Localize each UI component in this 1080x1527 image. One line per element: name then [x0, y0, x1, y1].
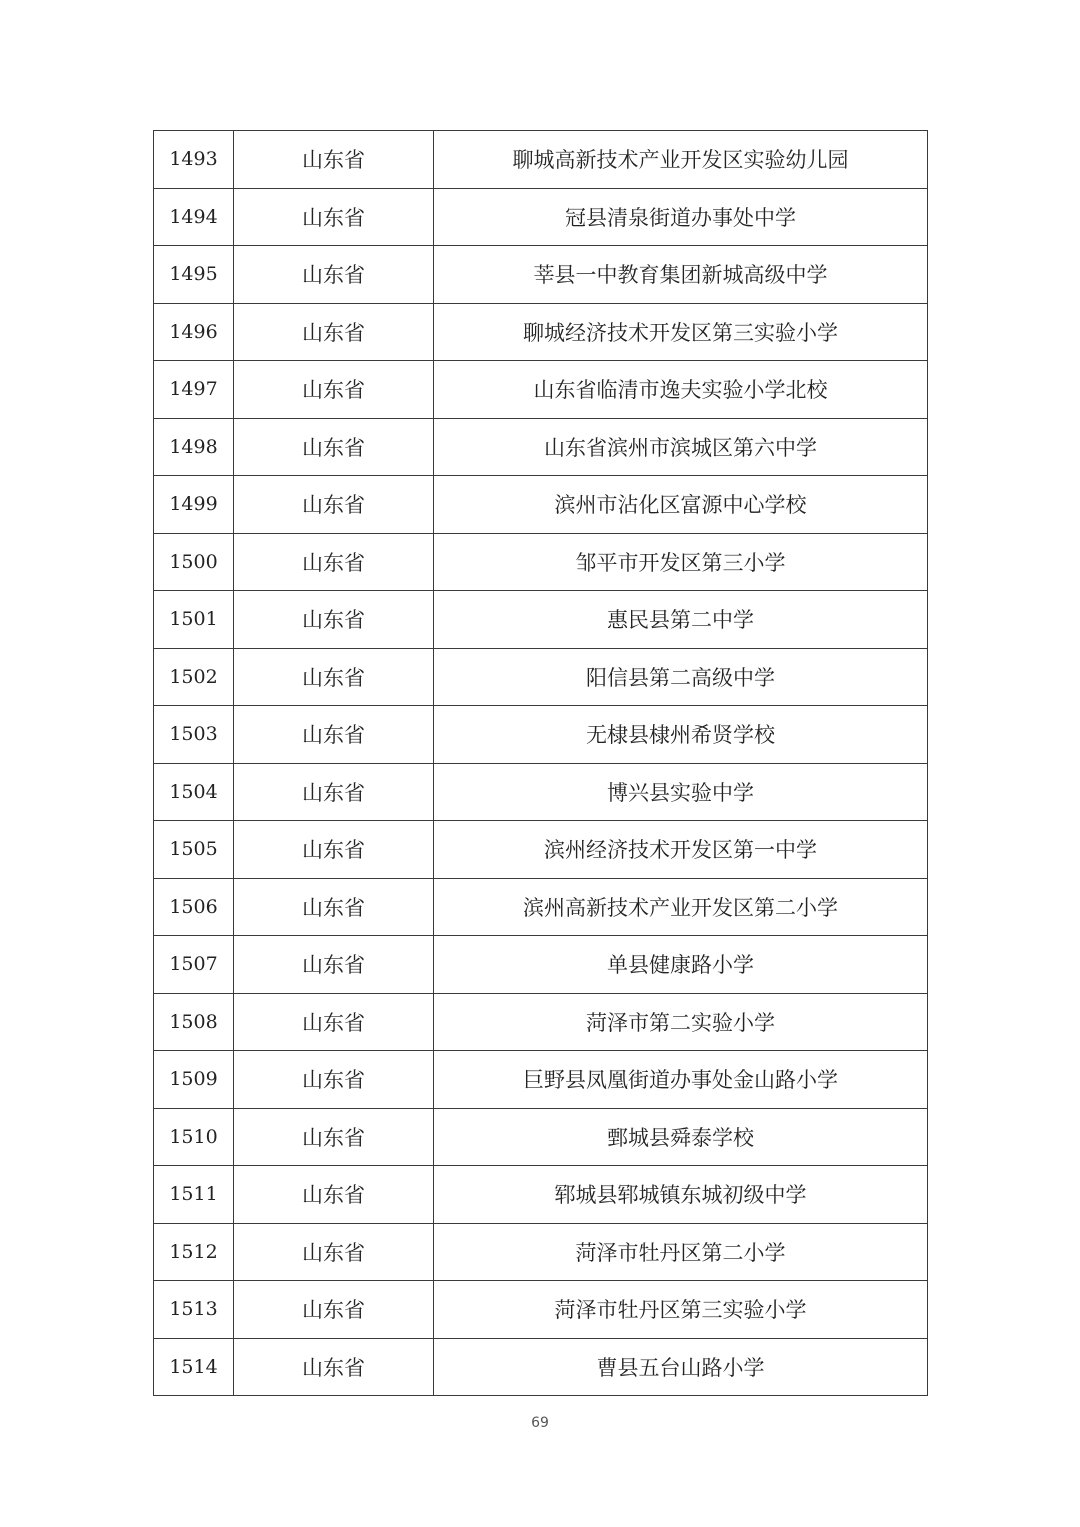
school-name-cell: 郓城县郓城镇东城初级中学: [434, 1166, 928, 1224]
page-number: 69: [531, 1415, 549, 1431]
table-row: [154, 1281, 928, 1339]
school-name-cell: 滨州经济技术开发区第一中学: [434, 821, 928, 879]
table-row: [154, 188, 928, 246]
table-row: [154, 476, 928, 534]
row-number: 1499: [154, 476, 234, 534]
province-cell: 山东省: [234, 131, 434, 189]
province-cell: 山东省: [234, 936, 434, 994]
row-number: 1502: [154, 648, 234, 706]
school-name-cell: 单县健康路小学: [434, 936, 928, 994]
table-row: [154, 1166, 928, 1224]
table-row: [154, 361, 928, 419]
province-cell: 山东省: [234, 1108, 434, 1166]
table-row: [154, 1338, 928, 1396]
row-number: 1514: [154, 1338, 234, 1396]
row-number: 1510: [154, 1108, 234, 1166]
table-row: [154, 418, 928, 476]
table-row: [154, 303, 928, 361]
school-list-table: [153, 130, 928, 1396]
table-row: [154, 878, 928, 936]
province-cell: 山东省: [234, 1281, 434, 1339]
row-number: 1503: [154, 706, 234, 764]
province-cell: 山东省: [234, 763, 434, 821]
province-cell: 山东省: [234, 533, 434, 591]
province-cell: 山东省: [234, 1051, 434, 1109]
school-name-cell: 聊城经济技术开发区第三实验小学: [434, 303, 928, 361]
province-cell: 山东省: [234, 246, 434, 304]
school-name-cell: 邹平市开发区第三小学: [434, 533, 928, 591]
table-row: [154, 246, 928, 304]
row-number: 1494: [154, 188, 234, 246]
school-name-cell: 菏泽市第二实验小学: [434, 993, 928, 1051]
province-cell: 山东省: [234, 648, 434, 706]
school-name-cell: 巨野县凤凰街道办事处金山路小学: [434, 1051, 928, 1109]
school-name-cell: 山东省滨州市滨城区第六中学: [434, 418, 928, 476]
province-cell: 山东省: [234, 476, 434, 534]
province-cell: 山东省: [234, 303, 434, 361]
province-cell: 山东省: [234, 821, 434, 879]
province-cell: 山东省: [234, 1166, 434, 1224]
school-name-cell: 惠民县第二中学: [434, 591, 928, 649]
province-cell: 山东省: [234, 361, 434, 419]
table-row: [154, 763, 928, 821]
school-name-cell: 冠县清泉街道办事处中学: [434, 188, 928, 246]
province-cell: 山东省: [234, 1223, 434, 1281]
province-cell: 山东省: [234, 188, 434, 246]
province-cell: 山东省: [234, 1338, 434, 1396]
row-number: 1493: [154, 131, 234, 189]
row-number: 1512: [154, 1223, 234, 1281]
row-number: 1511: [154, 1166, 234, 1224]
table-row: [154, 533, 928, 591]
table-body: [154, 131, 928, 1396]
row-number: 1507: [154, 936, 234, 994]
row-number: 1506: [154, 878, 234, 936]
school-name-cell: 阳信县第二高级中学: [434, 648, 928, 706]
province-cell: 山东省: [234, 418, 434, 476]
table-row: [154, 1108, 928, 1166]
school-name-cell: 菏泽市牡丹区第三实验小学: [434, 1281, 928, 1339]
table-row: [154, 591, 928, 649]
table-row: [154, 1051, 928, 1109]
table-row: [154, 993, 928, 1051]
school-name-cell: 滨州高新技术产业开发区第二小学: [434, 878, 928, 936]
school-name-cell: 菏泽市牡丹区第二小学: [434, 1223, 928, 1281]
table-row: [154, 648, 928, 706]
row-number: 1509: [154, 1051, 234, 1109]
school-name-cell: 滨州市沾化区富源中心学校: [434, 476, 928, 534]
row-number: 1504: [154, 763, 234, 821]
row-number: 1500: [154, 533, 234, 591]
table-row: [154, 706, 928, 764]
row-number: 1513: [154, 1281, 234, 1339]
school-name-cell: 聊城高新技术产业开发区实验幼儿园: [434, 131, 928, 189]
table-row: [154, 936, 928, 994]
row-number: 1505: [154, 821, 234, 879]
school-name-cell: 山东省临清市逸夫实验小学北校: [434, 361, 928, 419]
table-row: [154, 1223, 928, 1281]
row-number: 1501: [154, 591, 234, 649]
row-number: 1495: [154, 246, 234, 304]
school-name-cell: 无棣县棣州希贤学校: [434, 706, 928, 764]
school-name-cell: 博兴县实验中学: [434, 763, 928, 821]
row-number: 1498: [154, 418, 234, 476]
province-cell: 山东省: [234, 591, 434, 649]
province-cell: 山东省: [234, 993, 434, 1051]
table-row: [154, 131, 928, 189]
province-cell: 山东省: [234, 878, 434, 936]
school-name-cell: 莘县一中教育集团新城高级中学: [434, 246, 928, 304]
province-cell: 山东省: [234, 706, 434, 764]
school-name-cell: 曹县五台山路小学: [434, 1338, 928, 1396]
school-name-cell: 鄄城县舜泰学校: [434, 1108, 928, 1166]
row-number: 1496: [154, 303, 234, 361]
row-number: 1497: [154, 361, 234, 419]
row-number: 1508: [154, 993, 234, 1051]
table-row: [154, 821, 928, 879]
